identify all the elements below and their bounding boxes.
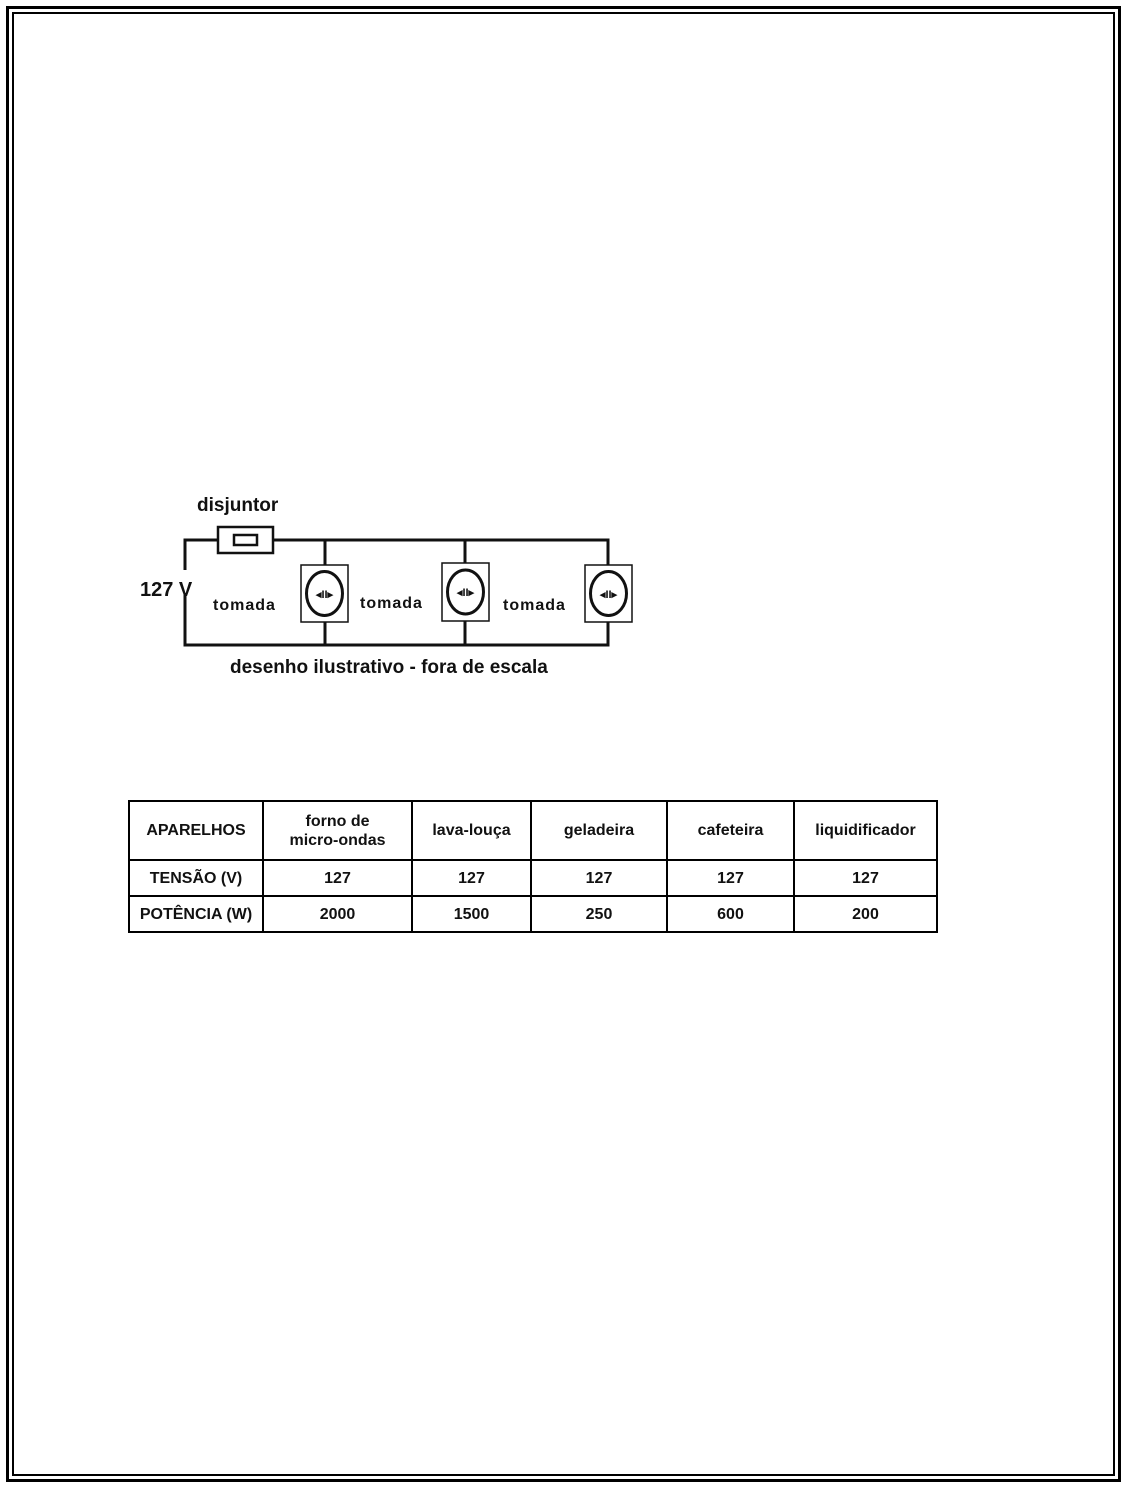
outlet-label-1: tomada — [213, 597, 276, 614]
power-cell: 250 — [531, 896, 667, 932]
header-cell-appliances: APARELHOS — [129, 801, 263, 860]
power-cell: 600 — [667, 896, 794, 932]
row-label-power: POTÊNCIA (W) — [129, 896, 263, 932]
appliance-table — [128, 800, 938, 933]
outlet-3 — [585, 565, 632, 622]
outlet-label-2: tomada — [360, 595, 423, 612]
appliance-name-cell: geladeira — [531, 801, 667, 860]
appliance-name-cell: cafeteira — [667, 801, 794, 860]
table-header-row — [129, 801, 937, 860]
circuit-diagram — [130, 485, 650, 695]
voltage-cell: 127 — [667, 860, 794, 896]
appliance-name-line: micro-ondas — [289, 831, 386, 849]
appliance-name-cell — [263, 801, 412, 860]
circuit-svg — [130, 485, 650, 695]
svg-text:◂II▸: ◂II▸ — [599, 589, 618, 601]
outlet-label-3: tomada — [503, 597, 566, 614]
table-row-power — [129, 896, 937, 932]
breaker-symbol — [218, 527, 273, 553]
power-cell: 1500 — [412, 896, 531, 932]
voltage-cell: 127 — [794, 860, 937, 896]
voltage-label: 127 V — [140, 579, 193, 601]
appliance-name-line: forno de — [305, 812, 370, 830]
wire-left-top — [185, 540, 218, 570]
appliance-name-cell: liquidificador — [794, 801, 937, 860]
svg-text:◂II▸: ◂II▸ — [315, 589, 334, 601]
diagram-caption: desenho ilustrativo - fora de escala — [230, 657, 548, 678]
wire-loop — [185, 540, 608, 645]
breaker-label: disjuntor — [197, 495, 279, 516]
table-row-voltage — [129, 860, 937, 896]
voltage-cell: 127 — [531, 860, 667, 896]
power-cell: 2000 — [263, 896, 412, 932]
outlet-1 — [301, 565, 348, 622]
svg-text:◂II▸: ◂II▸ — [456, 587, 475, 599]
page-border-inner — [12, 12, 1115, 1476]
voltage-cell: 127 — [412, 860, 531, 896]
power-cell: 200 — [794, 896, 937, 932]
row-label-voltage: TENSÃO (V) — [129, 860, 263, 896]
outlet-2 — [442, 563, 489, 621]
appliance-name-cell: lava-louça — [412, 801, 531, 860]
voltage-cell: 127 — [263, 860, 412, 896]
